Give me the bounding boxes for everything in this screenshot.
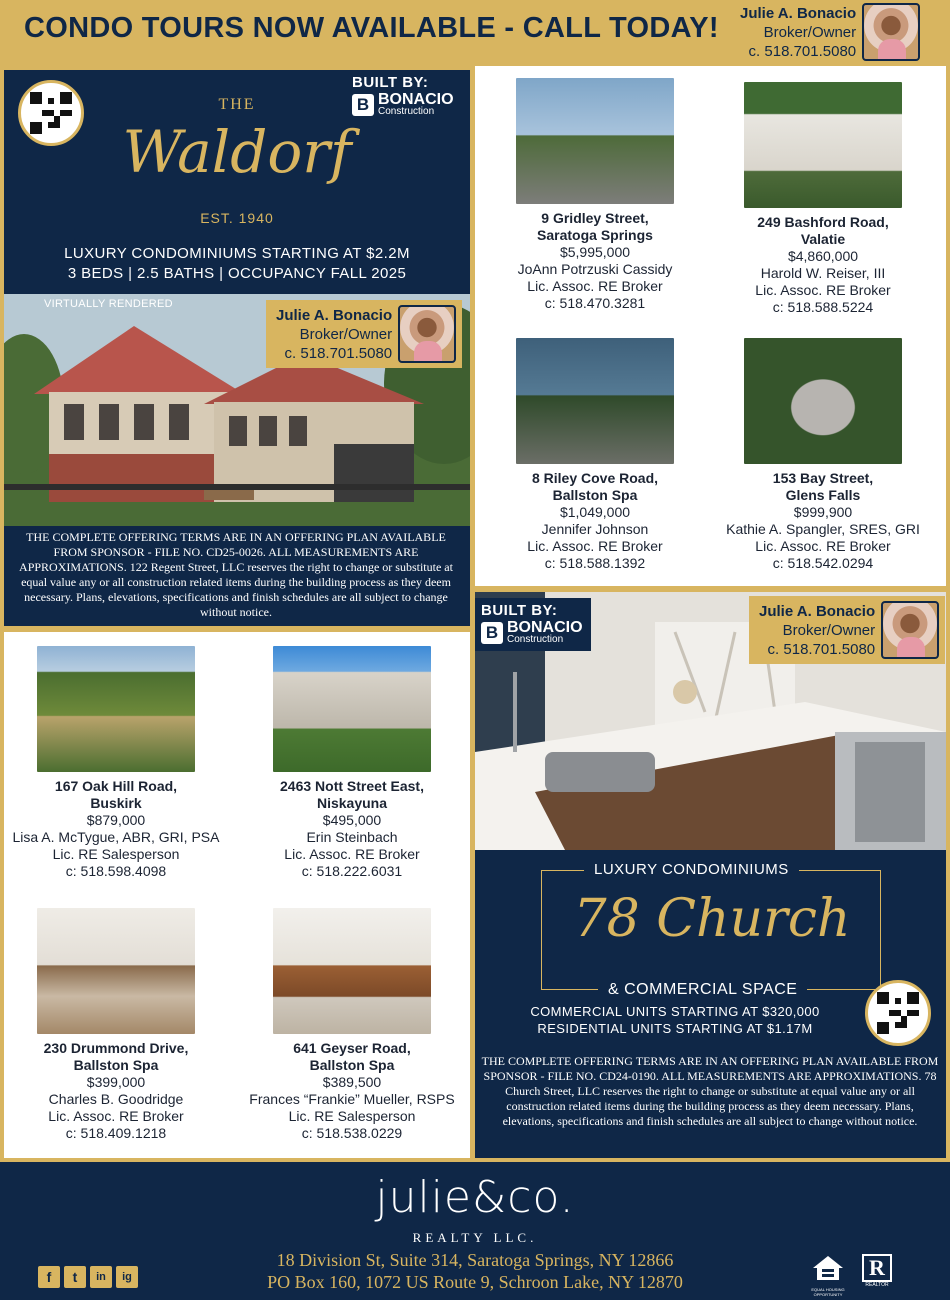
- listing-city: Ballston Spa: [73, 1057, 159, 1073]
- waldorf-price-line: LUXURY CONDOMINIUMS STARTING AT $2.2M: [64, 245, 410, 262]
- listing-price: $999,900: [793, 504, 853, 520]
- listing-phone[interactable]: c: 518.598.4098: [65, 863, 167, 879]
- listing-card[interactable]: [6, 908, 226, 1142]
- listing-photo: [273, 908, 431, 1034]
- builder-sub: Construction: [378, 106, 435, 117]
- agent-name: Julie A. Bonacio: [759, 602, 876, 620]
- listing-license: Lic. Assoc. RE Broker: [527, 538, 663, 554]
- listing-phone[interactable]: c: 518.409.1218: [65, 1125, 167, 1141]
- waldorf-the: THE: [218, 96, 256, 113]
- realtor-icon: R REALTOR: [860, 1254, 894, 1297]
- listing-license: Lic. Assoc. RE Broker: [284, 846, 420, 862]
- bonacio-logo-icon: B: [481, 622, 503, 644]
- listing-address: 9 Gridley Street,: [541, 210, 649, 226]
- agent-title: Broker/Owner: [763, 23, 857, 41]
- listing-agent: Harold W. Reiser, III: [760, 265, 886, 281]
- agent-phone[interactable]: c. 518.701.5080: [748, 42, 857, 60]
- listing-card[interactable]: [713, 338, 933, 572]
- listing-price: $495,000: [322, 812, 382, 828]
- listing-price: $4,860,000: [787, 248, 859, 264]
- listing-price: $879,000: [86, 812, 146, 828]
- listing-city: Ballston Spa: [309, 1057, 395, 1073]
- equal-housing-icon: [808, 1254, 848, 1297]
- listing-photo: [273, 646, 431, 772]
- realtor-label: REALTOR: [865, 1282, 889, 1288]
- church-commercial-line: COMMERCIAL UNITS STARTING AT $320,000: [530, 1004, 820, 1019]
- bonacio-logo-icon: B: [352, 94, 374, 116]
- realty-llc-label: REALTY LLC.: [412, 1230, 538, 1245]
- avatar: [881, 601, 939, 659]
- render-label: VIRTUALLY RENDERED: [44, 298, 173, 310]
- listing-address: 153 Bay Street,: [772, 470, 874, 486]
- listing-card[interactable]: [713, 82, 933, 316]
- listing-photo: [744, 338, 902, 464]
- qr-code-icon[interactable]: [865, 980, 931, 1046]
- builder-name: BONACIO: [507, 619, 583, 636]
- listing-card[interactable]: [6, 646, 226, 880]
- agent-card-top[interactable]: [740, 3, 920, 61]
- listing-city: Ballston Spa: [552, 487, 638, 503]
- waldorf-title: Waldorf: [122, 118, 352, 186]
- built-by-label: BUILT BY:: [481, 602, 558, 619]
- church-title: 78 Church: [573, 889, 851, 949]
- listing-license: Lic. Assoc. RE Broker: [48, 1108, 184, 1124]
- listing-city: Niskayuna: [316, 795, 388, 811]
- listing-agent: Jennifer Johnson: [541, 521, 649, 537]
- builder-sub: Construction: [507, 634, 564, 645]
- church-residential-line: RESIDENTIAL UNITS STARTING AT $1.17M: [537, 1021, 813, 1036]
- church-top-label: LUXURY CONDOMINIUMS: [584, 861, 799, 878]
- listing-card[interactable]: [485, 338, 705, 572]
- agent-phone[interactable]: c. 518.701.5080: [767, 640, 876, 658]
- agent-phone[interactable]: c. 518.701.5080: [284, 344, 393, 362]
- agent-title: Broker/Owner: [299, 325, 393, 343]
- listing-license: Lic. RE Salesperson: [288, 1108, 416, 1124]
- church-bottom-label: & COMMERCIAL SPACE: [598, 981, 807, 999]
- agent-name: Julie A. Bonacio: [740, 4, 857, 22]
- headline: CONDO TOURS NOW AVAILABLE - CALL TODAY!: [24, 12, 719, 44]
- social-links: [38, 1266, 138, 1288]
- listing-photo: [37, 908, 195, 1034]
- listing-city: Buskirk: [90, 795, 142, 811]
- listing-photo: [37, 646, 195, 772]
- instagram-icon[interactable]: ig: [116, 1266, 138, 1288]
- listing-agent: JoAnn Potrzuski Cassidy: [517, 261, 673, 277]
- listing-agent: Lisa A. McTygue, ABR, GRI, PSA: [12, 829, 220, 845]
- listings-panel-top: [475, 66, 946, 586]
- waldorf-est: EST. 1940: [200, 210, 274, 226]
- listing-price: $1,049,000: [559, 504, 631, 520]
- listing-city: Glens Falls: [785, 487, 861, 503]
- listing-photo: [516, 338, 674, 464]
- builder-badge: [475, 598, 591, 651]
- avatar: [862, 3, 920, 61]
- avatar: [398, 305, 456, 363]
- listing-phone[interactable]: c: 518.588.5224: [772, 299, 874, 315]
- agent-card-church[interactable]: [749, 596, 945, 664]
- linkedin-icon[interactable]: in: [90, 1266, 112, 1288]
- listing-address: 8 Riley Cove Road,: [531, 470, 659, 486]
- listing-address: 230 Drummond Drive,: [43, 1040, 189, 1056]
- listing-phone[interactable]: c: 518.542.0294: [772, 555, 874, 571]
- listing-agent: Kathie A. Spangler, SRES, GRI: [726, 521, 920, 537]
- listing-price: $389,500: [322, 1074, 382, 1090]
- listing-license: Lic. Assoc. RE Broker: [755, 538, 891, 554]
- listing-phone[interactable]: c: 518.538.0229: [301, 1125, 403, 1141]
- waldorf-rendering: [4, 294, 470, 526]
- listing-address: 249 Bashford Road,: [757, 214, 889, 230]
- church-panel: [475, 850, 946, 1158]
- facebook-icon[interactable]: f: [38, 1266, 60, 1288]
- compliance-badges: [808, 1254, 894, 1297]
- listing-phone[interactable]: c: 518.222.6031: [301, 863, 403, 879]
- listing-agent: Erin Steinbach: [306, 829, 398, 845]
- waldorf-panel: [4, 70, 470, 626]
- waldorf-disclaimer: THE COMPLETE OFFERING TERMS ARE IN AN OFFERING PLAN AVAILABLE FROM SPONSOR - FILE NO. CD25-0026. ALL MEASUREMENTS ARE APPROXIMATIONS. 122 Regent Street, LLC reserves the right to change or substitute at equal value any or all construction related items during the building process as they deem necessary. Plans, elevations, specifications and finish schedules are all subject to change without notice.: [19, 530, 453, 619]
- footer-address-1: 18 Division St, Suite 314, Saratoga Springs, NY 12866: [276, 1250, 674, 1270]
- listing-price: $399,000: [86, 1074, 146, 1090]
- church-disclaimer: THE COMPLETE OFFERING TERMS ARE IN AN OFFERING PLAN AVAILABLE FROM SPONSOR - FILE NO. CD24-0190. ALL MEASUREMENTS ARE APPROXIMATIONS. 78 Church Street, LLC reserves the right to change or substitute at equal value any or all construction related items during the building process as they deem necessary. Plans, elevations, specifications and finish schedules are all subject to change without notice.: [481, 1054, 939, 1128]
- listing-license: Lic. Assoc. RE Broker: [755, 282, 891, 298]
- listing-city: Saratoga Springs: [537, 227, 653, 243]
- listing-license: Lic. Assoc. RE Broker: [527, 278, 663, 294]
- listings-panel-bottom: [4, 632, 470, 1158]
- top-banner: [0, 0, 950, 64]
- listing-price: $5,995,000: [559, 244, 631, 260]
- agent-title: Broker/Owner: [782, 621, 876, 639]
- twitter-icon[interactable]: t: [64, 1266, 86, 1288]
- listing-license: Lic. RE Salesperson: [52, 846, 180, 862]
- agent-contact: [740, 4, 856, 61]
- waldorf-beds-line: 3 BEDS | 2.5 BATHS | OCCUPANCY FALL 2025: [67, 265, 407, 282]
- footer-address-2: PO Box 160, 1072 US Route 9, Schroon Lake, NY 12870: [267, 1272, 683, 1292]
- listing-photo: [516, 78, 674, 204]
- julie-co-logo: julie&co.: [375, 1172, 575, 1223]
- footer: [0, 1162, 950, 1300]
- listing-agent: Charles B. Goodridge: [48, 1091, 184, 1107]
- listing-card[interactable]: [242, 646, 462, 880]
- listing-agent: Frances “Frankie” Mueller, RSPS: [249, 1091, 455, 1107]
- listing-address: 167 Oak Hill Road,: [54, 778, 178, 794]
- agent-card-waldorf[interactable]: [266, 300, 462, 368]
- kitchen-photo: [475, 592, 946, 850]
- listing-photo: [744, 82, 902, 208]
- built-by-label: BUILT BY:: [352, 74, 429, 91]
- listing-phone[interactable]: c: 518.470.3281: [544, 295, 646, 311]
- church-title-frame: [541, 861, 881, 998]
- listing-card[interactable]: [242, 908, 462, 1142]
- listing-address: 2463 Nott Street East,: [280, 778, 424, 794]
- builder-name: BONACIO: [378, 91, 454, 108]
- equal-housing-label: EQUAL HOUSING OPPORTUNITY: [811, 1287, 845, 1297]
- agent-name: Julie A. Bonacio: [276, 306, 393, 324]
- listing-card[interactable]: [485, 78, 705, 312]
- listing-phone[interactable]: c: 518.588.1392: [544, 555, 646, 571]
- listing-city: Valatie: [800, 231, 846, 247]
- listing-address: 641 Geyser Road,: [293, 1040, 411, 1056]
